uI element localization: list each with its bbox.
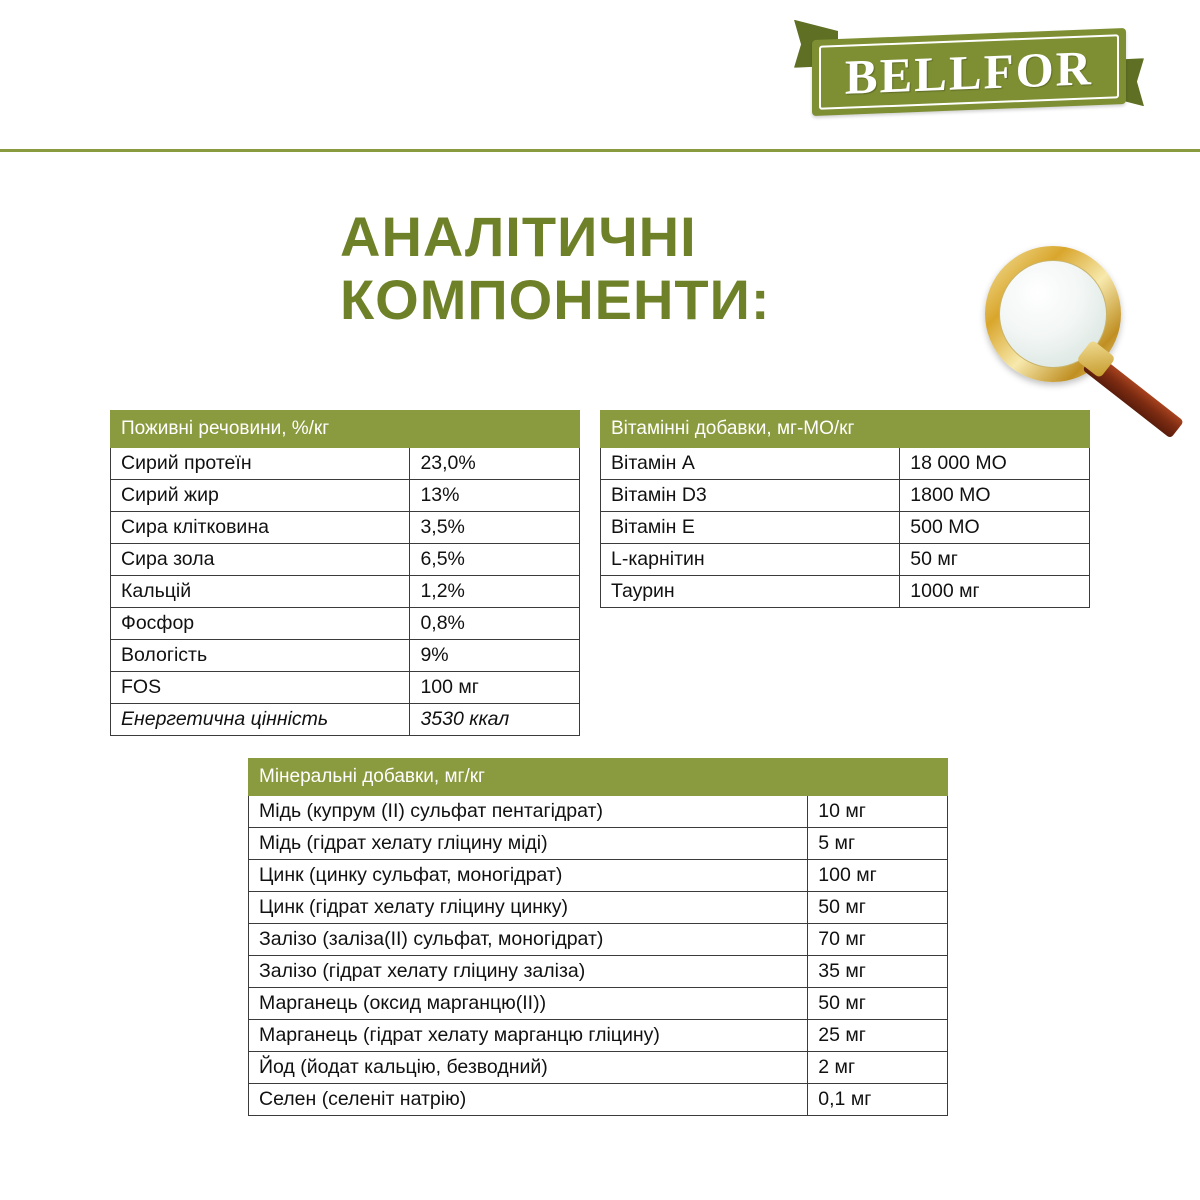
row-label: Цинк (гідрат хелату гліцину цинку): [249, 892, 808, 924]
row-value: 13%: [410, 480, 580, 512]
row-value: 100 мг: [808, 860, 948, 892]
table-row: [111, 608, 580, 640]
row-label: Вологість: [111, 640, 410, 672]
minerals-table: [248, 758, 948, 1116]
row-label: Сирий протеїн: [111, 448, 410, 480]
row-value: 50 мг: [808, 892, 948, 924]
row-value: 50 мг: [900, 544, 1090, 576]
row-value: 1,2%: [410, 576, 580, 608]
row-label: Вітамін E: [601, 512, 900, 544]
logo-text: BELLFOR: [844, 40, 1094, 105]
table-row: [249, 1052, 948, 1084]
table-header-row: [249, 759, 948, 796]
table-row: [601, 448, 1090, 480]
row-value: 9%: [410, 640, 580, 672]
row-value: 2 мг: [808, 1052, 948, 1084]
table-row: [249, 988, 948, 1020]
row-value: 5 мг: [808, 828, 948, 860]
page-title-line-1: АНАЛІТИЧНІ: [340, 205, 697, 268]
row-label: Кальцій: [111, 576, 410, 608]
table-row: [249, 828, 948, 860]
magnifier-icon: [985, 246, 1185, 436]
nutrients-table: [110, 410, 580, 736]
page-title-line-2: КОМПОНЕНТИ:: [340, 267, 771, 331]
row-value: 18 000 МО: [900, 448, 1090, 480]
page-header: [0, 0, 1200, 152]
row-label: Вітамін D3: [601, 480, 900, 512]
table-row: [249, 892, 948, 924]
page-title: [340, 206, 940, 331]
row-value: 23,0%: [410, 448, 580, 480]
table-row: [111, 704, 580, 736]
table-header-row: [601, 411, 1090, 448]
table-row: [249, 956, 948, 988]
row-label: Таурин: [601, 576, 900, 608]
row-label: Залізо (гідрат хелату гліцину заліза): [249, 956, 808, 988]
table-row: [111, 512, 580, 544]
row-label: Вітамін A: [601, 448, 900, 480]
row-value: 500 МО: [900, 512, 1090, 544]
row-label: Мідь (купрум (II) сульфат пентагідрат): [249, 796, 808, 828]
table-row: [601, 512, 1090, 544]
table-row: [601, 480, 1090, 512]
minerals-table-body: [249, 796, 948, 1116]
row-label: FOS: [111, 672, 410, 704]
row-label: Цинк (цинку сульфат, моногідрат): [249, 860, 808, 892]
table-row: [601, 576, 1090, 608]
table-row: [249, 796, 948, 828]
table-header-row: [111, 411, 580, 448]
table-row: [111, 448, 580, 480]
row-value: 35 мг: [808, 956, 948, 988]
row-value: 1800 МО: [900, 480, 1090, 512]
row-label: Марганець (гідрат хелату марганцю гліцину): [249, 1020, 808, 1052]
table-row: [249, 1084, 948, 1116]
row-value: 25 мг: [808, 1020, 948, 1052]
minerals-table-header: Мінеральні добавки, мг/кг: [249, 759, 948, 796]
table-row: [111, 480, 580, 512]
table-row: [111, 672, 580, 704]
row-label: Сира клітковина: [111, 512, 410, 544]
row-label: Енергетична цінність: [111, 704, 410, 736]
row-label: L-карнітин: [601, 544, 900, 576]
row-value: 50 мг: [808, 988, 948, 1020]
row-label: Фосфор: [111, 608, 410, 640]
table-row: [111, 544, 580, 576]
row-label: Селен (селеніт натрію): [249, 1084, 808, 1116]
row-value: 100 мг: [410, 672, 580, 704]
nutrients-table-header: Поживні речовини, %/кг: [111, 411, 580, 448]
bellfor-logo: [794, 16, 1144, 126]
row-value: 3,5%: [410, 512, 580, 544]
table-row: [111, 640, 580, 672]
row-label: Марганець (оксид марганцю(II)): [249, 988, 808, 1020]
row-label: Сирий жир: [111, 480, 410, 512]
table-row: [249, 860, 948, 892]
row-label: Йод (йодат кальцію, безводний): [249, 1052, 808, 1084]
row-value: 3530 ккал: [410, 704, 580, 736]
row-label: Залізо (заліза(II) сульфат, моногідрат): [249, 924, 808, 956]
row-value: 10 мг: [808, 796, 948, 828]
table-row: [111, 576, 580, 608]
table-row: [601, 544, 1090, 576]
row-value: 70 мг: [808, 924, 948, 956]
table-row: [249, 924, 948, 956]
vitamins-table-header: Вітамінні добавки, мг-МО/кг: [601, 411, 1090, 448]
row-label: Сира зола: [111, 544, 410, 576]
row-label: Мідь (гідрат хелату гліцину міді): [249, 828, 808, 860]
row-value: 0,8%: [410, 608, 580, 640]
nutrients-table-body: [111, 448, 580, 736]
table-row: [249, 1020, 948, 1052]
row-value: 1000 мг: [900, 576, 1090, 608]
row-value: 0,1 мг: [808, 1084, 948, 1116]
vitamins-table-body: [601, 448, 1090, 608]
row-value: 6,5%: [410, 544, 580, 576]
vitamins-table: [600, 410, 1090, 608]
